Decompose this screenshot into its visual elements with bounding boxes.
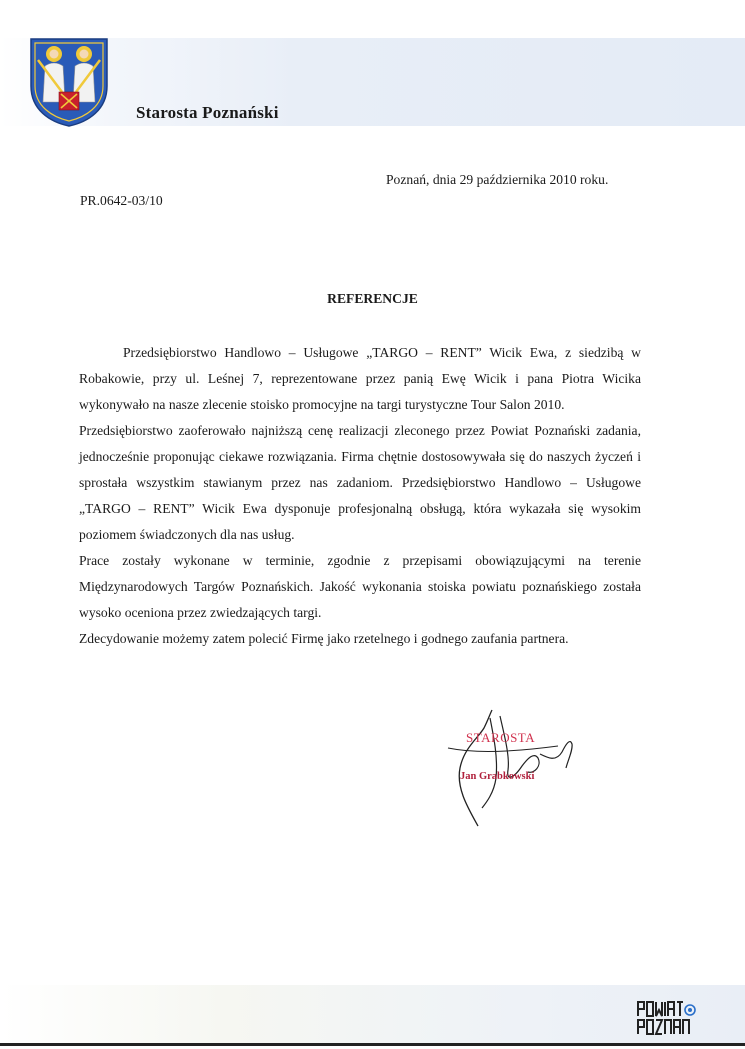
letter-body: [79, 340, 641, 652]
paragraph-3: Prace zostały wykonane w terminie, zgodnie z przepisami obowiązującymi na terenie Międzynarodowych Targów Poznańskich. Jakość wykonania stoiska powiatu poznańskiego została wysoko oceniona przez zwiedzających targi.: [79, 553, 641, 620]
letterhead-band: [0, 38, 745, 126]
issuer-name: Starosta Poznański: [136, 103, 279, 122]
stamp-title: STAROSTA: [466, 730, 536, 745]
powiat-poznanski-logo-icon: [636, 1000, 696, 1036]
page-bottom-rule: [0, 1043, 745, 1046]
place-date: Poznań, dnia 29 października 2010 roku.: [386, 172, 609, 187]
stamp-name: Jan Grabkowski: [460, 771, 535, 782]
coat-of-arms-icon: [28, 36, 110, 128]
paragraph-4: Zdecydowanie możemy zatem polecić Firmę jako rzetelnego i godnego zaufania partnera.: [79, 631, 569, 646]
document-title: REFERENCJE: [327, 291, 418, 306]
reference-number: PR.0642-03/10: [80, 193, 163, 208]
paragraph-2: Przedsiębiorstwo zaoferowało najniższą cenę realizacji zleconego przez Powiat Poznański zadania, jednocześnie proponując ciekawe rozwiązania. Firma chętnie dostosowywała się do naszych życzeń i sprostała wszystkim stawianym przez nas zadaniom. Przedsiębiorstwo Handlowo – Usługowe „TARGO – RENT” Wicik Ewa dysponuje profesjonalną obsługą, która wykazała się wysokim poziomem świadczonych dla nas usług.: [79, 423, 641, 542]
footer-band: [0, 985, 745, 1043]
paragraph-1: Przedsiębiorstwo Handlowo – Usługowe „TARGO – RENT” Wicik Ewa, z siedzibą w Robakowie, przy ul. Leśnej 7, reprezentowane przez panią Ewę Wicik i pana Piotra Wicika wykonywało na nasze zlecenie stoisko promocyjne na targi turystyczne Tour Salon 2010.: [79, 345, 641, 412]
